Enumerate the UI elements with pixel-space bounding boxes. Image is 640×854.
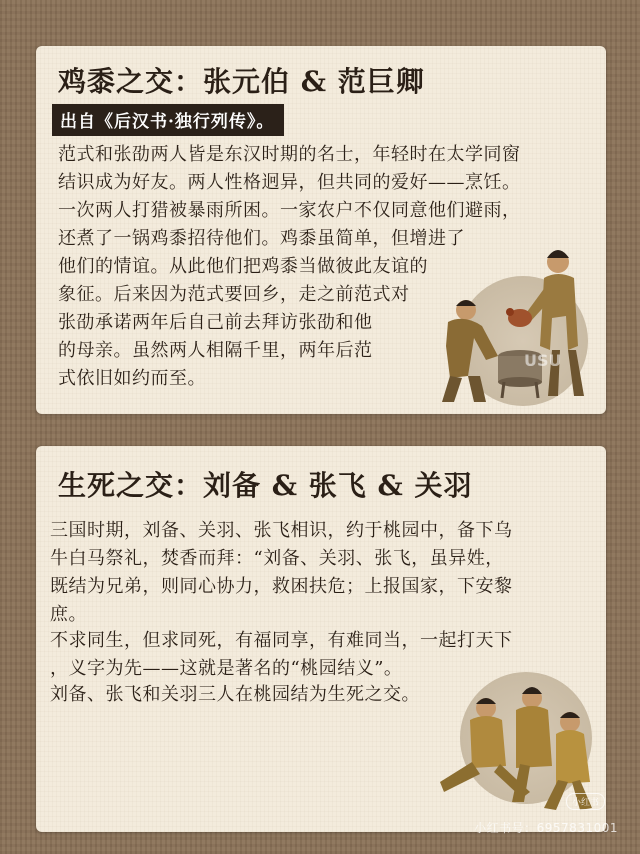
- card-life-death-friendship: [36, 446, 606, 832]
- section2-line: 不求同生，但求同死，有福同享，有难同当，一起打天下: [50, 630, 513, 651]
- section2-line: 牛白马祭礼，焚香而拜：“刘备、关羽、张飞，虽异姓，: [50, 548, 504, 569]
- card-chicken-millet-friendship: [36, 46, 606, 414]
- section1-line: 范式和张劭两人皆是东汉时期的名士，年轻时在太学同窗: [58, 144, 521, 165]
- section1-title: 鸡黍之交：张元伯 & 范巨卿: [58, 65, 425, 98]
- section1-line: 他们的情谊。从此他们把鸡黍当做彼此友谊的: [58, 256, 428, 277]
- section1-line: 式依旧如约而至。: [58, 368, 206, 389]
- cooking-figures-illustration: [428, 226, 600, 406]
- section2-line: 既结为兄弟，则同心协力，救困扶危；上报国家，下安黎: [50, 576, 513, 597]
- section2-line: 庶。: [50, 604, 87, 625]
- section1-line: 一次两人打猎被暴雨所困。一家农户不仅同意他们避雨，: [58, 200, 521, 221]
- account-watermark: 小红书号：6957831001: [474, 821, 618, 835]
- section2-line: 刘备、张飞和关羽三人在桃园结为生死之交。: [50, 684, 420, 705]
- section1-line: 结识成为好友。两人性格迥异，但共同的爱好——烹饪。: [58, 172, 521, 193]
- section1-line: 的母亲。虽然两人相隔千里，两年后范: [58, 340, 373, 361]
- cooking-scene-figure: [428, 226, 600, 406]
- section1-line: 象征。后来因为范式要回乡，走之前范式对: [58, 284, 410, 305]
- xiaohongshu-logo: 小红书: [566, 793, 605, 810]
- section1-line: 还煮了一锅鸡黍招待他们。鸡黍虽简单，但增进了: [58, 228, 465, 249]
- section2-line: ，义字为先——这就是著名的“桃园结义”。: [50, 658, 403, 679]
- section1-source-banner: 出自《后汉书·独行列传》。: [52, 104, 284, 136]
- section2-line: 三国时期，刘备、关羽、张飞相识，约于桃园中，备下乌: [50, 520, 513, 541]
- section2-title: 生死之交：刘备 & 张飞 & 关羽: [58, 469, 473, 502]
- section1-line: 张劭承诺两年后自己前去拜访张劭和他: [58, 312, 373, 333]
- illustration-overlay-text: USU: [524, 351, 562, 370]
